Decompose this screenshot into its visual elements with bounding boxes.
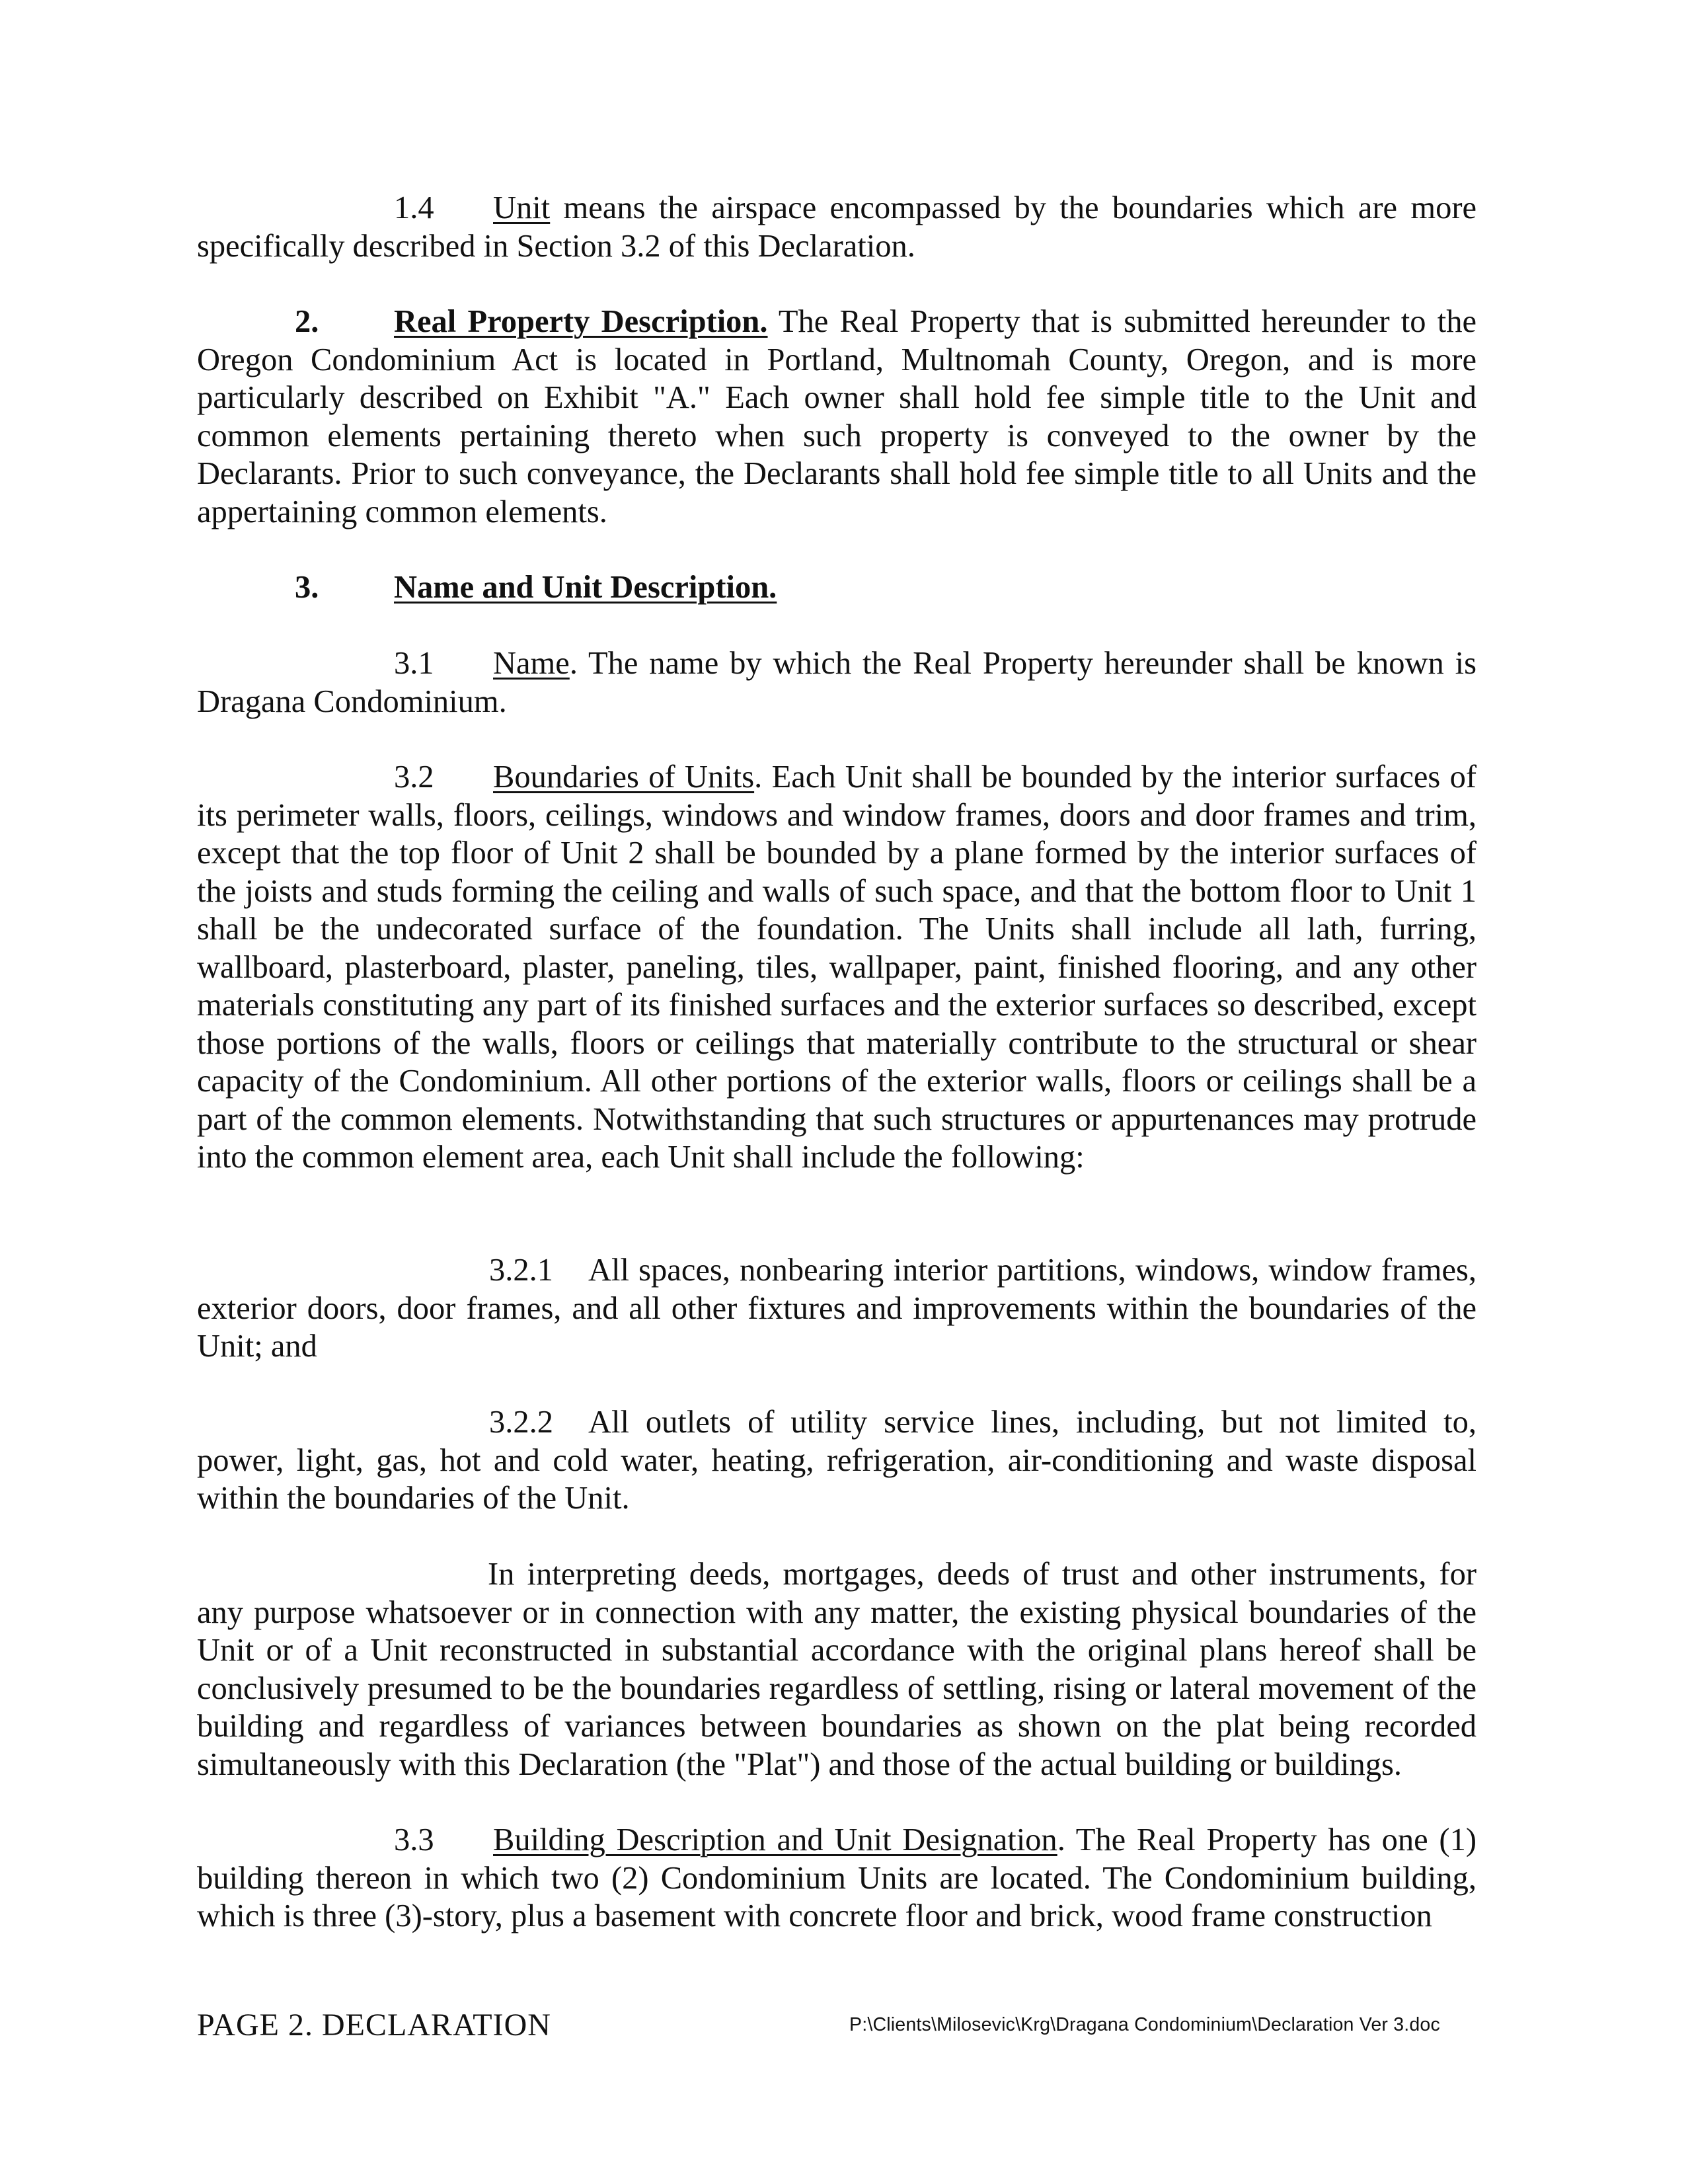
section-3-2-1 xyxy=(197,1251,1477,1366)
section-number: 3.2 xyxy=(394,760,434,795)
section-number: 3.1 xyxy=(394,646,434,681)
section-3-2 xyxy=(197,758,1477,1177)
defined-term: Boundaries of Units xyxy=(493,760,755,795)
interpreting-paragraph xyxy=(197,1555,1477,1783)
defined-term: Building Description and Unit Designation xyxy=(493,1822,1057,1857)
section-heading: Name and Unit Description. xyxy=(394,570,777,605)
section-3-2-2 xyxy=(197,1403,1477,1518)
section-2 xyxy=(197,303,1477,531)
section-text: means the airspace encompassed by the boundaries which are more specifically described in Section 3.2 of this Declaration. xyxy=(197,190,1477,264)
section-text: All outlets of utility service lines, including, but not limited to, power, light, gas, hot and cold water, heating, refrigeration, air-conditioning and waste disposal within the boundaries of the Unit. xyxy=(197,1405,1477,1516)
section-text: . The Real Property has one (1) building thereon in which two (2) Condominium Units are located. The Condominium building, which is three (3)-story, plus a basement with concrete floor and brick, wood frame construction xyxy=(197,1822,1477,1933)
section-1-4 xyxy=(197,189,1477,265)
section-text: The Real Property that is submitted hereunder to the Oregon Condominium Act is located in Portland, Multnomah County, Oregon, and is more particularly described on Exhibit "A." Each owner shall hold fee simple title to the Unit and common elements pertaining thereto when such property is conveyed to the owner by the Declarants. Prior to such conveyance, the Declarants shall hold fee simple title to all Units and the appertaining common elements. xyxy=(197,304,1477,529)
section-number: 3.2.1 xyxy=(489,1253,553,1288)
page-label: PAGE 2. DECLARATION xyxy=(197,2008,551,2043)
section-3-1 xyxy=(197,644,1477,721)
section-number: 1.4 xyxy=(394,190,434,225)
section-number: 2. xyxy=(295,304,319,339)
file-path: P:\Clients\Milosevic\Krg\Dragana Condominium\Declaration Ver 3.doc xyxy=(849,2014,1440,2035)
paragraph-text: In interpreting deeds, mortgages, deeds of trust and other instruments, for any purpose whatsoever or in connection with any matter, the existing physical boundaries of the Unit or of a Unit reconstructed in substantial accordance with the original plans hereof shall be conclusively presumed to be the boundaries regardless of settling, rising or lateral movement of the building and regardless of variances between boundaries as shown on the plat being recorded simultaneously with this Declaration (the "Plat") and those of the actual building or buildings. xyxy=(197,1557,1477,1782)
defined-term: Unit xyxy=(493,190,551,225)
section-3-3 xyxy=(197,1821,1477,1935)
section-number: 3. xyxy=(295,570,319,605)
section-text: . Each Unit shall be bounded by the interior surfaces of its perimeter walls, floors, ceilings, windows and window frames, doors and door frames and trim, except that the top floor of Unit 2 shall be bounded by a plane formed by the interior surfaces of the joists and studs forming the ceiling and walls of such space, and that the bottom floor to Unit 1 shall be the undecorated surface of the foundation. The Units shall include all lath, furring, wallboard, plasterboard, plaster, paneling, tiles, wallpaper, paint, finished flooring, and any other materials constituting any part of its finished surfaces and the exterior surfaces so described, except those portions of the walls, floors or ceilings that materially contribute to the structural or shear capacity of the Condominium. All other portions of the exterior walls, floors or ceilings shall be a part of the common elements. Notwithstanding that such structures or appurtenances may protrude into the common element area, each Unit shall include the following: xyxy=(197,760,1477,1175)
section-number: 3.2.2 xyxy=(489,1405,553,1440)
section-3 xyxy=(197,568,1477,607)
section-number: 3.3 xyxy=(394,1822,434,1857)
section-text: All spaces, nonbearing interior partitions, windows, window frames, exterior doors, door frames, and all other fixtures and improvements within the boundaries of the Unit; and xyxy=(197,1253,1477,1364)
section-text: . The name by which the Real Property hereunder shall be known is Dragana Condominium. xyxy=(197,646,1477,719)
defined-term: Name xyxy=(493,646,570,681)
section-heading: Real Property Description. xyxy=(394,304,768,339)
